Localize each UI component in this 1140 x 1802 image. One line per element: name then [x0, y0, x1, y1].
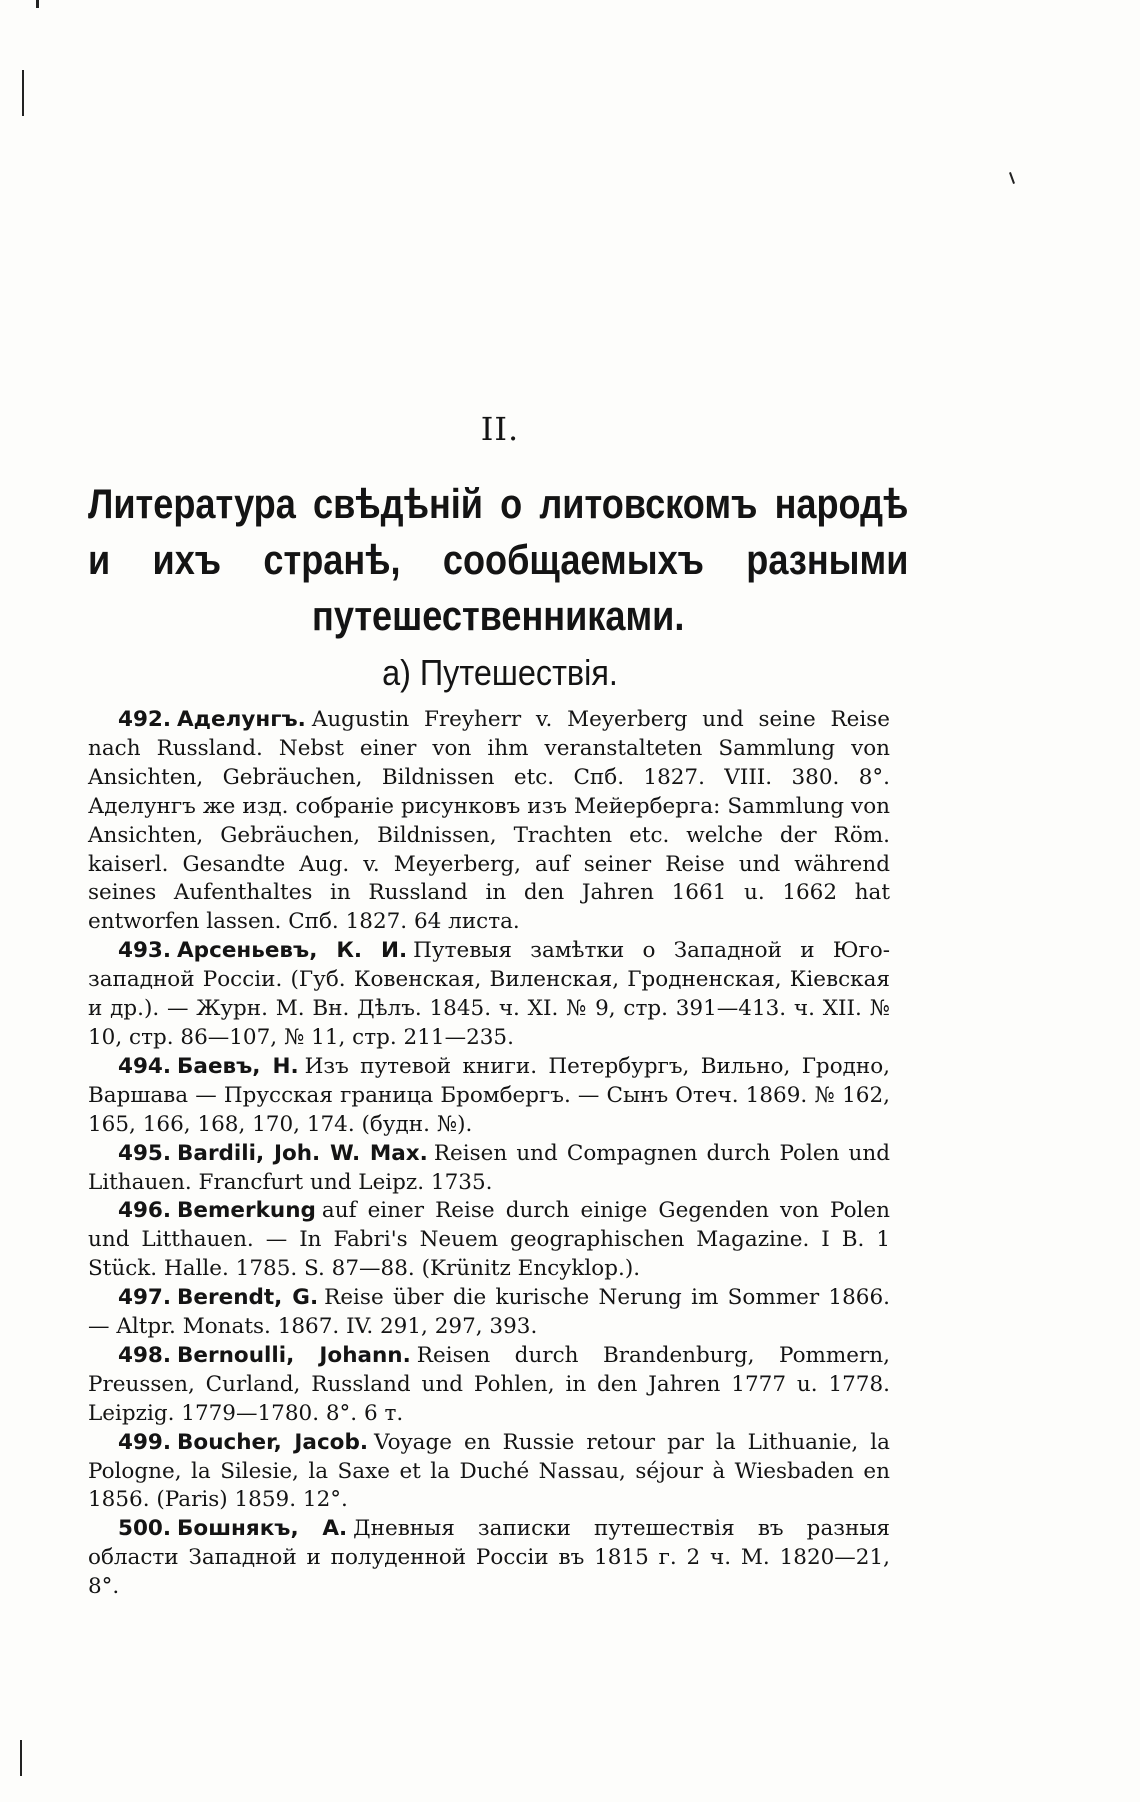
bibliography-entry: [88, 1429, 890, 1516]
entry-text: Изъ путевой книги. Петербургъ, Вильно, Гродно, Варшава — Прусская граница Бромбергъ. — Сынъ Отеч. 1869. № 162, 165, 166, 168, 170, 174. (будн. №).: [88, 1053, 890, 1137]
entry-author: Bardili, Joh. W. Max.: [177, 1140, 428, 1166]
scan-edge-mark: [20, 1740, 22, 1776]
entry-text: Дневныя записки путешествія въ разныя области Западной и полуденной Россіи въ 1815 г. 2 ч. М. 1820—21, 8°.: [88, 1516, 890, 1600]
scan-edge-mark: [22, 70, 24, 116]
chapter-number: II.: [480, 410, 520, 448]
bibliography-entry: [88, 1342, 890, 1429]
entry-text: Augustin Freyherr v. Meyerberg und seine Reise nach Russland. Nebst einer von ihm veranstalteten Sammlung von Ansichten, Gebräuchen, Bildnissen etc. Спб. 1827. VIII. 380. 8°. Аделунгъ же изд. собраніе рисунковъ изъ Мейерберга: Sammlung von Ansichten, Gebräuchen, Bildnissen, Trachten etc. welche der Röm. kaiserl. Gesandte Aug. v. Meyerberg, auf seiner Reise und während seines Aufenthaltes in Russland in den Jahren 1661 u. 1662 hat entworfen lassen. Спб. 1827. 64 листа.: [88, 707, 890, 935]
bibliography-entry: [88, 1515, 890, 1602]
entry-text: Reisen und Compagnen durch Polen und Lithauen. Francfurt und Leipz. 1735.: [88, 1140, 891, 1195]
bibliography-entry: [88, 1284, 890, 1342]
bibliography-entry: [88, 1140, 890, 1198]
entry-number: 492.: [118, 707, 172, 732]
chapter-title: Литература свѣдѣній о литовскомъ народѣ и ихъ странѣ, сообщаемыхъ разными путешественниками.: [88, 480, 909, 639]
entry-author: Bernoulli, Johann.: [177, 1342, 411, 1368]
bibliography-entry: [88, 1197, 890, 1284]
entry-number: 495.: [118, 1140, 172, 1166]
entry-text: auf einer Reise durch einige Gegenden von Polen und Litthauen. — In Fabri's Neuem geographischen Magazine. I B. 1 Stück. Halle. 1785. S. 87—88. (Krünitz Encyklop.).: [88, 1198, 890, 1282]
section-heading: a) Путешествія.: [382, 652, 618, 693]
entry-number: 499.: [118, 1429, 172, 1455]
scan-edge-mark: [36, 0, 39, 8]
scan-edge-mark: [1009, 172, 1015, 184]
entry-number: 497.: [118, 1285, 172, 1311]
bibliography-list: [88, 706, 890, 1602]
entry-text: Путевыя замѣтки о Западной и Юго-западной Россіи. (Губ. Ковенская, Виленская, Гродненская, Кіевская и др.). — Журн. М. Вн. Дѣлъ. 1845. ч. XI. № 9, стр. 391—413. ч. XII. № 10, стр. 86—107, № 11, стр. 211—235.: [88, 938, 890, 1050]
entry-author: Бошнякъ, А.: [177, 1516, 348, 1542]
entry-author: Арсеньевъ, К. И.: [177, 938, 408, 964]
bibliography-entry: [88, 706, 890, 937]
entry-number: 494.: [118, 1053, 172, 1079]
entry-author: Баевъ, Н.: [177, 1053, 299, 1079]
entry-text: Reise über die kurische Nerung im Sommer 1866. — Altpr. Monats. 1867. IV. 291, 297, 393.: [88, 1285, 890, 1340]
entry-text: Voyage en Russie retour par la Lithuanie, la Pologne, la Silesie, la Saxe et la Duché Nassau, séjour à Wiesbaden en 1856. (Paris) 1859. 12°.: [88, 1429, 890, 1513]
entry-number: 500.: [118, 1516, 172, 1542]
entry-author: Bemerkung: [177, 1198, 316, 1224]
bibliography-entry: [88, 937, 890, 1053]
entry-number: 498.: [118, 1342, 172, 1368]
entry-author: Boucher, Jacob.: [177, 1429, 369, 1455]
bibliography-entry: [88, 1053, 890, 1140]
entry-author: Berendt, G.: [177, 1285, 319, 1311]
entry-text: Reisen durch Brandenburg, Pommern, Preussen, Curland, Russland und Pohlen, in den Jahren 1777 u. 1778. Leipzig. 1779—1780. 8°. 6 т.: [88, 1342, 890, 1426]
entry-number: 493.: [118, 938, 172, 964]
entry-number: 496.: [118, 1198, 172, 1224]
entry-author: Аделунгъ.: [177, 707, 306, 732]
